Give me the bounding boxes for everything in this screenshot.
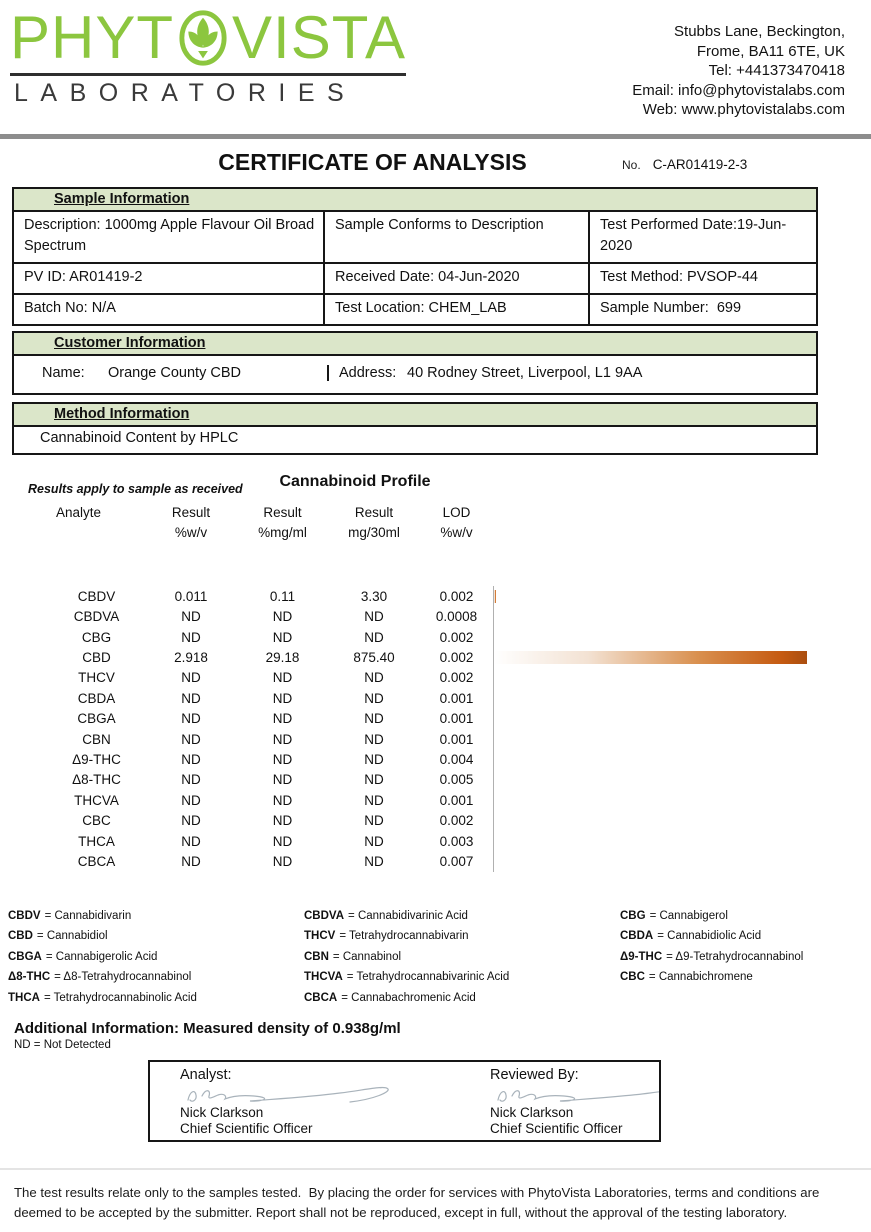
legend-name: = Δ9-Tetrahydrocannabinol — [666, 950, 804, 963]
result-lod: 0.002 — [439, 650, 474, 666]
result-mgml: ND — [272, 772, 293, 788]
column-header — [420, 503, 493, 542]
result-lod: 0.002 — [439, 629, 474, 645]
analyte-name: CBGA — [77, 711, 116, 727]
table-row — [12, 607, 822, 627]
certificate-number — [622, 157, 747, 172]
legend-name: = Cannabichromene — [648, 971, 753, 984]
chart-axis-cell — [493, 586, 822, 606]
legend-abbr: Δ9-THC — [620, 950, 663, 963]
legend-item — [620, 926, 871, 946]
customer-address-label: Address: — [339, 365, 397, 382]
analyte-name: CBC — [82, 813, 111, 829]
brand-name — [10, 4, 406, 71]
table-row — [12, 688, 822, 708]
customer-information-section — [12, 331, 818, 395]
cannabinoid-profile-section — [12, 471, 822, 872]
profile-column-headers — [12, 503, 822, 542]
analyte-name: THCA — [78, 833, 115, 849]
result-lod: 0.001 — [439, 711, 474, 727]
additional-information — [14, 1020, 871, 1051]
legend-item — [304, 988, 620, 1008]
profile-table — [12, 586, 822, 871]
column-header-unit: %w/v — [174, 524, 208, 540]
result-lod: 0.002 — [439, 588, 474, 604]
table-row — [12, 586, 822, 606]
analyte-name: CBCA — [77, 853, 116, 869]
table-row — [12, 810, 822, 830]
method-information-section — [12, 402, 818, 455]
column-header-unit: %w/v — [440, 524, 473, 540]
column-header — [328, 503, 420, 542]
legend-name: = Cannabinol — [332, 950, 402, 963]
column-header — [237, 503, 328, 542]
customer-information-row — [14, 356, 816, 393]
disclaimer-text: The test results relate only to the samples tested. By placing the order for services with PhytoVista Laboratories, terms and conditions are deemed to be accepted by the submitter. Report shall not be reproduced, except in full, without the approval of the testing laboratory. — [14, 1185, 823, 1221]
certificate-number-value: C-AR01419-2-3 — [652, 157, 748, 172]
logo — [10, 4, 406, 126]
method-value: Cannabinoid Content by HPLC — [40, 430, 239, 447]
legend-item — [620, 906, 871, 926]
legend-abbr: THCA — [8, 991, 40, 1004]
result-wv: ND — [181, 731, 201, 747]
result-bar — [494, 590, 496, 603]
legend-abbr: CBC — [620, 971, 645, 984]
chart-axis-cell — [493, 851, 822, 871]
legend-abbr: CBDVA — [304, 909, 345, 922]
legend-abbr: CBD — [8, 930, 33, 943]
legend-name: = Cannabigerol — [649, 909, 728, 922]
table-row — [12, 729, 822, 749]
legend-item — [620, 947, 871, 967]
result-mgml: 29.18 — [265, 650, 300, 666]
chart-axis-cell — [493, 831, 822, 851]
legend-name: = Δ8-Tetrahydrocannabinol — [54, 971, 192, 984]
result-wv: ND — [181, 609, 201, 625]
table-row — [14, 264, 816, 295]
result-mg30: ND — [364, 690, 384, 706]
result-mg30: 3.30 — [360, 588, 388, 604]
legend-column-1 — [8, 906, 304, 1008]
table-cell: Test Performed Date:19-Jun-2020 — [600, 217, 787, 255]
result-wv: ND — [181, 690, 201, 706]
legend-item — [8, 988, 304, 1008]
legend-abbr: CBG — [620, 909, 646, 922]
result-lod: 0.002 — [439, 670, 474, 686]
chart-axis-cell — [493, 790, 822, 810]
legend-name: = Cannabachromenic Acid — [341, 991, 476, 1004]
analyte-name: CBDV — [77, 588, 116, 604]
column-header-main: Result — [171, 505, 211, 521]
result-mg30: ND — [364, 813, 384, 829]
table-row — [14, 295, 816, 324]
result-mg30: ND — [364, 670, 384, 686]
result-lod: 0.001 — [439, 731, 474, 747]
result-mgml: ND — [272, 629, 293, 645]
column-header-main: LOD — [442, 505, 471, 521]
result-lod: 0.001 — [439, 792, 474, 808]
customer-information-header: Customer Information — [14, 333, 816, 356]
table-row — [12, 668, 822, 688]
legend-item — [8, 967, 304, 987]
customer-name-cell — [14, 365, 327, 381]
legend-abbr: CBCA — [304, 991, 338, 1004]
legend-abbr: Δ8-THC — [8, 971, 51, 984]
legend-item — [8, 906, 304, 926]
customer-name-value: Orange County CBD — [108, 365, 241, 382]
result-mgml: ND — [272, 670, 293, 686]
abbreviation-legend — [8, 906, 871, 1008]
table-row — [12, 770, 822, 790]
result-wv: 0.011 — [174, 588, 208, 604]
signature-box — [148, 1060, 661, 1142]
result-lod: 0.007 — [439, 853, 474, 869]
result-wv: 2.918 — [174, 650, 208, 666]
sample-information-header: Sample Information — [14, 189, 816, 212]
reviewer-name: Nick Clarkson — [490, 1105, 574, 1120]
result-mgml: ND — [272, 731, 293, 747]
result-wv: ND — [181, 833, 201, 849]
brand-name-suffix: VISTA — [232, 4, 406, 71]
table-row — [12, 851, 822, 871]
legend-abbr: CBDV — [8, 909, 41, 922]
column-header — [145, 503, 237, 542]
table-cell: Sample Conforms to Description — [325, 212, 590, 262]
legend-column-2 — [304, 906, 620, 1008]
chart-axis-cell — [493, 770, 822, 790]
legend-item — [8, 947, 304, 967]
legend-item — [304, 906, 620, 926]
brand-name-prefix: PHYT — [10, 4, 175, 71]
table-row — [12, 790, 822, 810]
legend-item — [304, 926, 620, 946]
table-cell: Test Method: PVSOP-44 — [600, 269, 758, 286]
profile-note: Results apply to sample as received — [28, 482, 243, 497]
analyst-label: Analyst: — [180, 1067, 232, 1083]
column-header — [12, 503, 145, 542]
page-title: CERTIFICATE OF ANALYSIS — [218, 149, 527, 175]
legend-item — [620, 967, 871, 987]
chart-axis-cell — [493, 607, 822, 627]
table-cell: PV ID: AR01419-2 — [14, 264, 325, 293]
analyte-name: CBG — [81, 629, 112, 645]
analyte-name: THCVA — [74, 792, 119, 808]
legend-item — [304, 967, 620, 987]
result-wv: ND — [181, 752, 201, 767]
contact-line: Email: info@phytovistalabs.com — [632, 81, 845, 99]
leaf-logo-icon — [177, 8, 229, 68]
additional-information-text: Additional Information: Measured density of 0.938g/ml — [14, 1020, 401, 1037]
result-wv: ND — [181, 772, 201, 788]
analyte-name: Δ9-THC — [72, 752, 121, 767]
reviewer-title: Chief Scientific Officer — [490, 1121, 623, 1136]
contact-line: Frome, BA11 6TE, UK — [696, 42, 845, 60]
result-lod: 0.001 — [439, 690, 474, 706]
result-mgml: ND — [272, 853, 293, 869]
analyst-block — [150, 1067, 460, 1140]
result-bar — [494, 651, 807, 664]
column-header-main: Result — [263, 505, 302, 521]
analyst-name: Nick Clarkson — [180, 1105, 264, 1120]
result-mgml: ND — [272, 609, 293, 625]
legend-name: = Cannabidiol — [36, 930, 108, 943]
chart-axis-cell — [493, 627, 822, 647]
result-mgml: 0.11 — [269, 588, 296, 604]
result-mgml: ND — [272, 833, 293, 849]
table-cell: Test Location: CHEM_LAB — [325, 295, 590, 324]
customer-address-cell — [327, 365, 816, 381]
result-wv: ND — [181, 670, 201, 686]
result-lod: 0.003 — [439, 833, 474, 849]
result-mg30: ND — [364, 731, 384, 747]
contact-line: Web: www.phytovistalabs.com — [642, 101, 845, 118]
result-mg30: ND — [364, 752, 384, 767]
header — [0, 0, 871, 126]
sample-information-table — [14, 212, 816, 324]
result-wv: ND — [181, 792, 201, 808]
analyst-signature — [180, 1082, 415, 1107]
legend-name: = Tetrahydrocannabivarin — [339, 930, 469, 943]
chart-axis-cell — [493, 749, 822, 769]
legend-abbr: CBDA — [620, 930, 654, 943]
result-mgml: ND — [272, 813, 293, 829]
reviewer-signature — [490, 1082, 661, 1107]
legend-column-3 — [620, 906, 871, 1008]
column-header-main: Analyte — [55, 505, 102, 521]
chart-axis-cell — [493, 810, 822, 830]
table-cell: Description: 1000mg Apple Flavour Oil Broad Spectrum — [14, 212, 325, 262]
reviewer-label: Reviewed By: — [490, 1067, 579, 1083]
contact-line: Tel: +441373470418 — [708, 62, 845, 79]
table-cell: Batch No: N/A — [14, 295, 325, 324]
legend-name: = Cannabidiolic Acid — [657, 930, 762, 943]
analyte-name: CBN — [82, 731, 111, 747]
result-mg30: ND — [364, 853, 384, 869]
legend-name: = Cannabidivarinic Acid — [348, 909, 468, 922]
result-mg30: ND — [364, 792, 384, 808]
result-mg30: 875.40 — [353, 650, 395, 666]
table-row — [12, 831, 822, 851]
chart-axis-cell — [493, 668, 822, 688]
analyte-name: CBDVA — [73, 609, 120, 625]
footer — [0, 1168, 871, 1224]
legend-item — [304, 947, 620, 967]
column-header-unit: mg/30ml — [348, 524, 400, 540]
table-cell: Received Date: 04-Jun-2020 — [325, 264, 590, 293]
title-row — [0, 139, 871, 187]
result-mgml: ND — [272, 711, 293, 727]
method-information-header: Method Information — [14, 404, 816, 427]
legend-abbr: THCVA — [304, 971, 343, 984]
result-lod: 0.0008 — [435, 609, 478, 625]
result-mg30: ND — [364, 629, 384, 645]
result-wv: ND — [181, 629, 201, 645]
result-lod: 0.002 — [439, 813, 474, 829]
table-row — [12, 627, 822, 647]
chart-axis-cell — [493, 688, 822, 708]
analyst-title: Chief Scientific Officer — [180, 1121, 313, 1136]
column-header-unit: %mg/ml — [258, 524, 307, 540]
legend-item — [8, 926, 304, 946]
reviewer-block — [460, 1067, 661, 1140]
contact-line: Stubbs Lane, Beckington, — [674, 23, 845, 40]
result-mgml: ND — [272, 690, 293, 706]
analyte-name: CBD — [82, 650, 111, 666]
table-row — [14, 212, 816, 264]
result-wv: ND — [181, 853, 201, 869]
analyte-name: Δ8-THC — [72, 772, 121, 788]
result-mg30: ND — [364, 609, 384, 625]
result-wv: ND — [181, 813, 201, 829]
result-mgml: ND — [272, 792, 293, 808]
certificate-number-label: No. — [622, 158, 641, 172]
result-mg30: ND — [364, 772, 384, 788]
nd-note: ND = Not Detected — [14, 1039, 111, 1051]
chart-axis-cell — [493, 647, 822, 667]
result-lod: 0.005 — [439, 772, 474, 788]
contact-block — [632, 22, 845, 126]
chart-axis-cell — [493, 729, 822, 749]
result-mg30: ND — [364, 833, 384, 849]
result-lod: 0.004 — [439, 752, 474, 767]
legend-name: = Tetrahydrocannabinolic Acid — [43, 991, 197, 1004]
table-row — [12, 647, 822, 667]
result-mg30: ND — [364, 711, 384, 727]
result-wv: ND — [181, 711, 201, 727]
legend-abbr: CBN — [304, 950, 329, 963]
table-cell: Sample Number: 699 — [600, 300, 742, 317]
customer-name-label: Name: — [42, 365, 85, 382]
legend-name: = Tetrahydrocannabivarinic Acid — [346, 971, 510, 984]
legend-abbr: THCV — [304, 930, 336, 943]
brand-subtitle: LABORATORIES — [10, 73, 406, 108]
analyte-name: THCV — [78, 670, 115, 686]
table-row — [12, 749, 822, 769]
table-row — [12, 709, 822, 729]
sample-information-section — [12, 187, 818, 326]
chart-axis-cell — [493, 709, 822, 729]
analyte-name: CBDA — [77, 690, 116, 706]
legend-name: = Cannabidivarin — [44, 909, 132, 922]
column-header-main: Result — [354, 505, 394, 521]
legend-name: = Cannabigerolic Acid — [45, 950, 158, 963]
profile-title: Cannabinoid Profile — [279, 473, 431, 491]
legend-abbr: CBGA — [8, 950, 42, 963]
result-mgml: ND — [272, 752, 293, 767]
customer-address-value: 40 Rodney Street, Liverpool, L1 9AA — [407, 365, 643, 382]
